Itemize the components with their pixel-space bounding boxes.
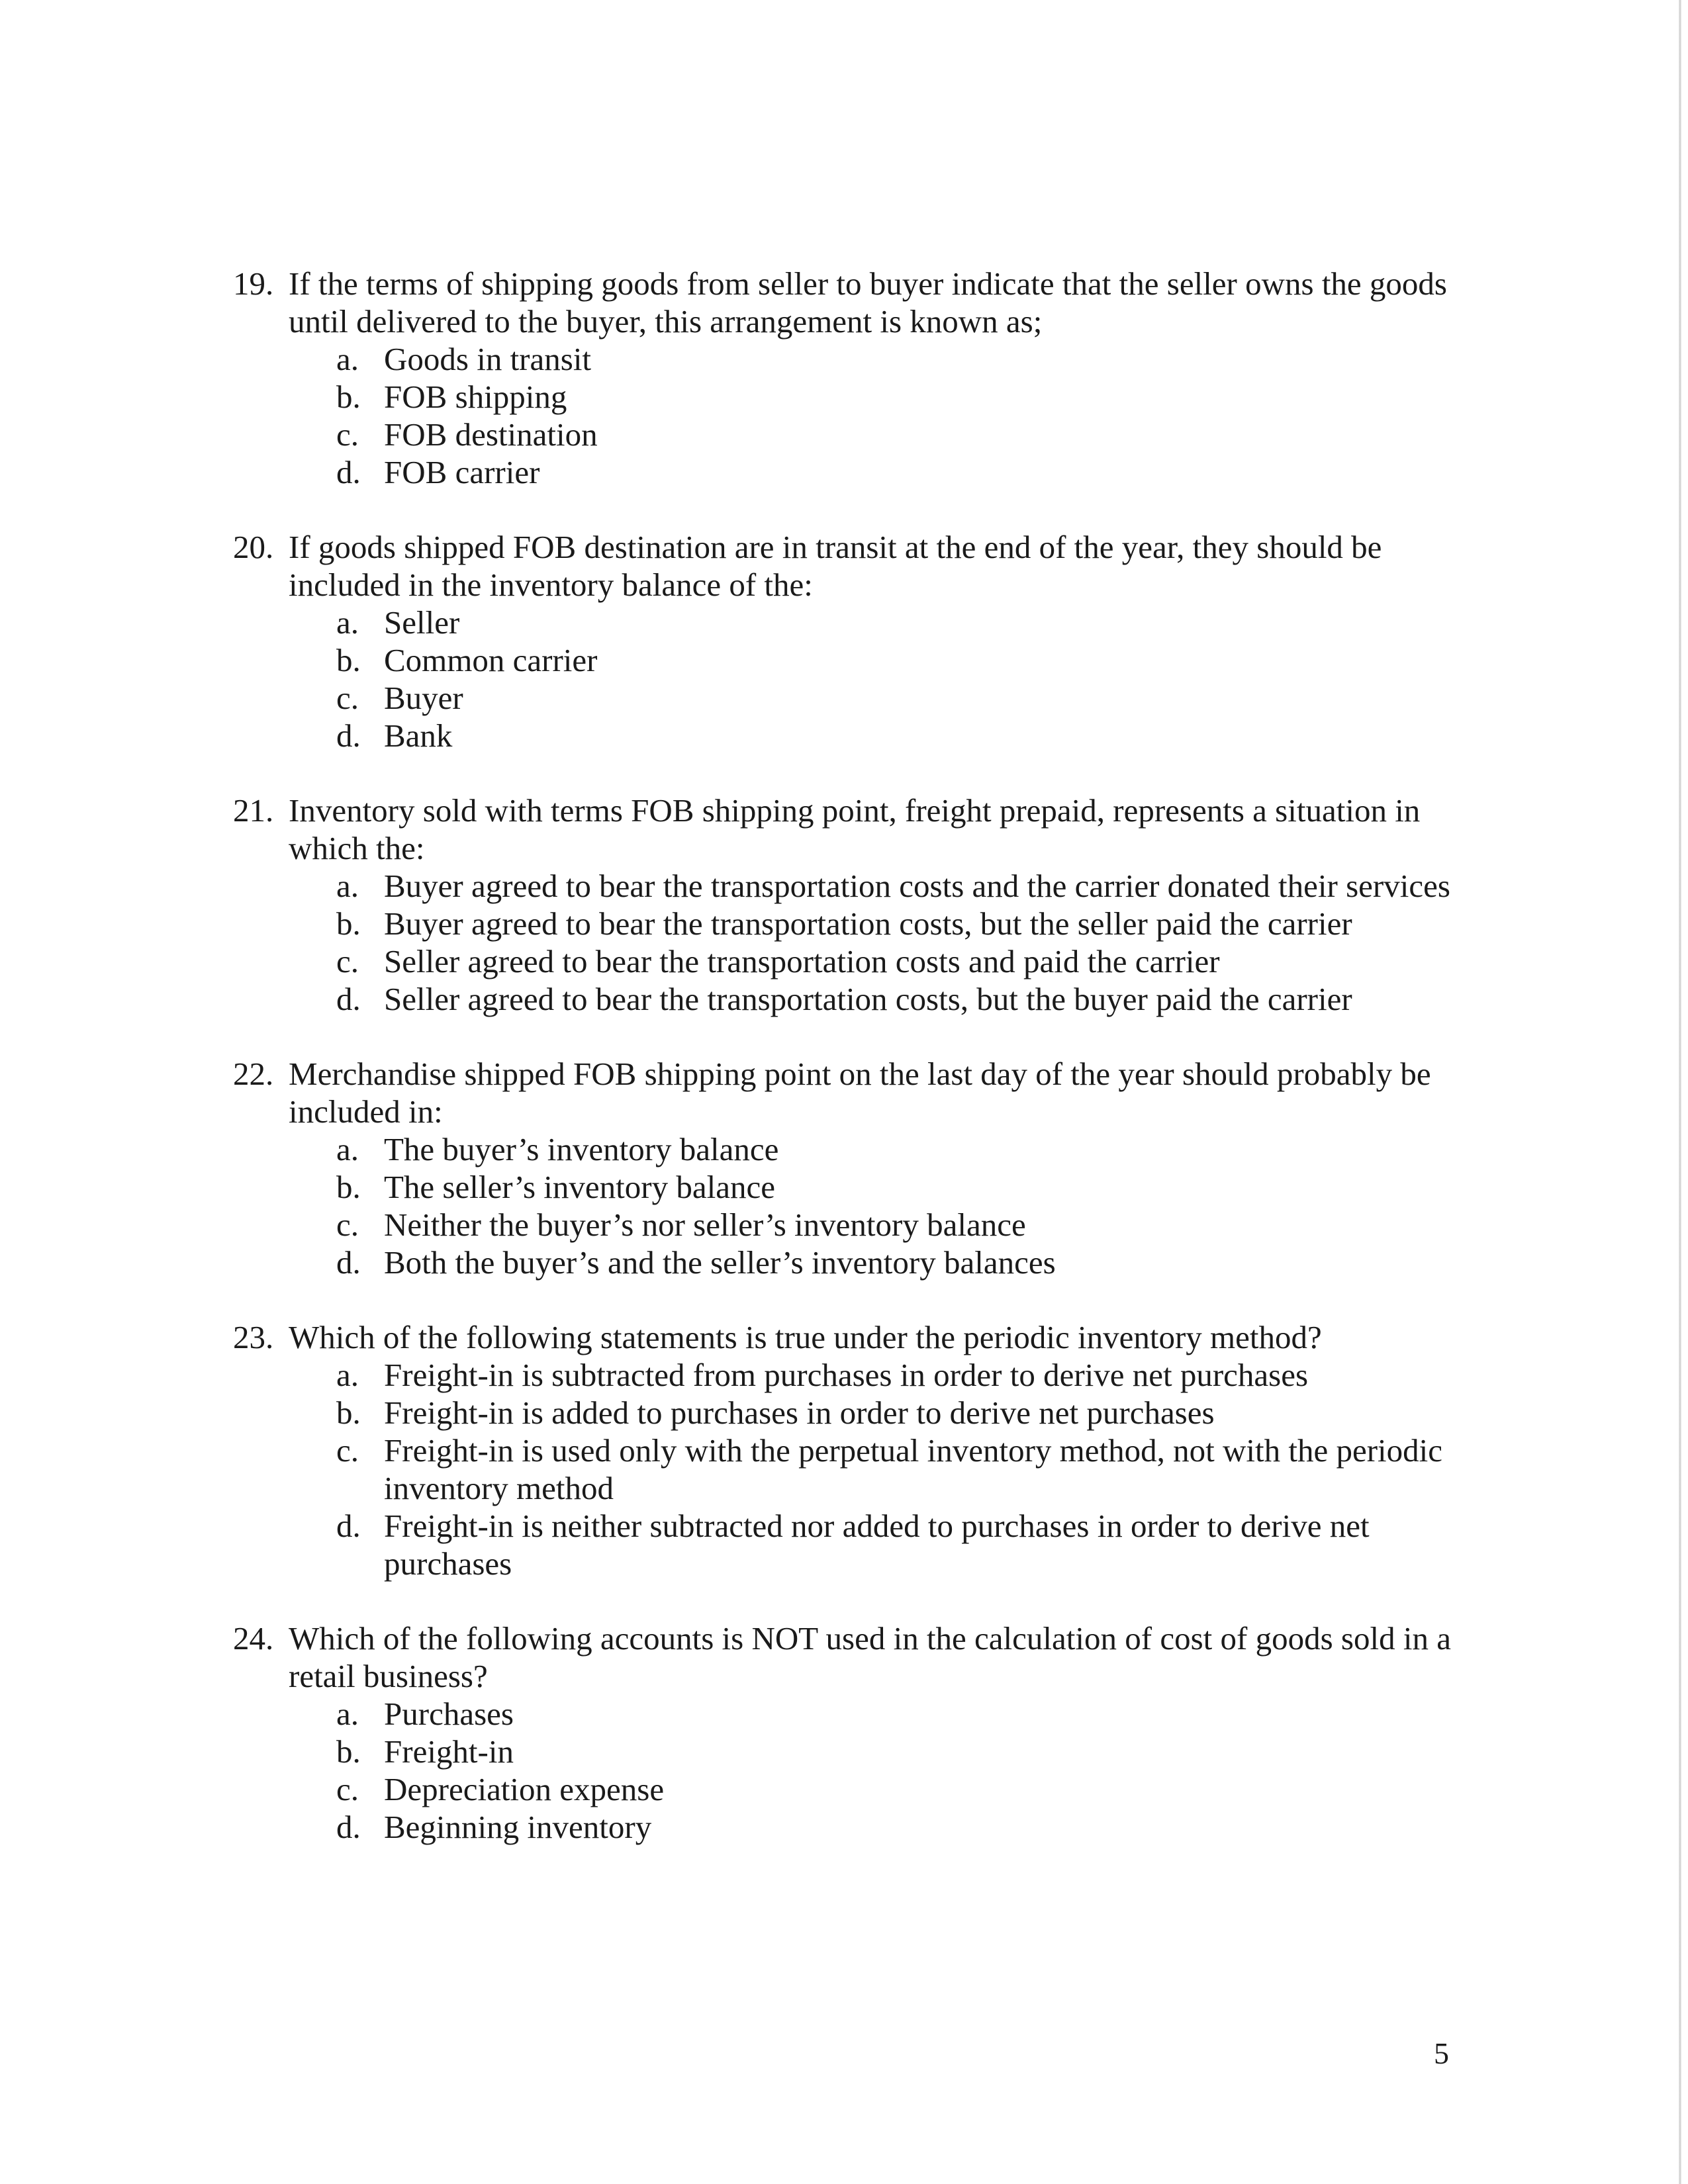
answer-option [336,1206,1464,1244]
question-number: 19. [233,265,274,302]
question-19 [233,265,1464,491]
question-22 [233,1055,1464,1281]
answer-option [336,717,1464,754]
option-text: Freight-in is used only with the perpetual inventory method, not with the periodic inventory method [384,1432,1443,1506]
question-list [233,265,1464,1883]
option-text: Freight-in is subtracted from purchases in order to derive net purchases [384,1357,1309,1393]
question-text: Merchandise shipped FOB shipping point on the last day of the year should probably be included in: [289,1056,1431,1130]
option-text: Seller agreed to bear the transportation costs and paid the carrier [384,943,1220,979]
option-letter: c. [336,1432,359,1469]
answer-option [336,980,1464,1018]
answer-option [336,1507,1464,1582]
answer-option [336,1770,1464,1808]
option-letter: b. [336,379,361,415]
option-text: Goods in transit [384,341,592,377]
option-text: Freight-in [384,1733,514,1770]
option-letter: d. [336,1508,361,1544]
option-letter: c. [336,943,359,979]
scan-edge [1679,0,1681,2184]
question-text: If the terms of shipping goods from seller to buyer indicate that the seller owns the goods until delivered to the buyer, this arrangement is known as; [289,265,1448,340]
answer-option [336,1432,1464,1507]
question-24 [233,1619,1464,1846]
question-text: If goods shipped FOB destination are in transit at the end of the year, they should be included in the inventory balance of the: [289,529,1382,603]
option-text: Freight-in is added to purchases in order to derive net purchases [384,1394,1215,1431]
option-letter: b. [336,1169,361,1205]
option-letter: d. [336,1244,361,1281]
option-letter: a. [336,341,359,377]
option-letter: d. [336,454,361,490]
option-letter: a. [336,868,359,904]
option-text: The seller’s inventory balance [384,1169,775,1205]
option-text: Buyer [384,680,463,716]
option-letter: b. [336,642,361,678]
option-letter: d. [336,717,361,754]
question-text: Inventory sold with terms FOB shipping point, freight prepaid, represents a situation in which the: [289,792,1421,866]
option-letter: a. [336,604,359,641]
question-20 [233,528,1464,754]
option-text: Common carrier [384,642,598,678]
answer-option [336,1356,1464,1394]
option-letter: b. [336,905,361,942]
answer-option [336,1130,1464,1168]
option-text: Buyer agreed to bear the transportation costs, but the seller paid the carrier [384,905,1352,942]
answer-option [336,641,1464,679]
question-text: Which of the following accounts is NOT used in the calculation of cost of goods sold in a retail business? [289,1620,1451,1694]
option-letter: c. [336,1206,359,1243]
answer-option [336,942,1464,980]
question-23 [233,1318,1464,1582]
answer-option [336,1695,1464,1733]
option-letter: b. [336,1733,361,1770]
option-text: Buyer agreed to bear the transportation costs and the carrier donated their services [384,868,1450,904]
question-number: 20. [233,529,274,565]
answer-option [336,905,1464,942]
question-number: 22. [233,1056,274,1092]
answer-option [336,1244,1464,1281]
answer-option [336,867,1464,905]
question-number: 23. [233,1319,274,1355]
option-letter: c. [336,1771,359,1807]
option-text: Both the buyer’s and the seller’s inventory balances [384,1244,1056,1281]
page-number: 5 [1434,2036,1449,2070]
option-text: Purchases [384,1696,514,1732]
option-letter: a. [336,1131,359,1167]
option-text: Freight-in is neither subtracted nor added to purchases in order to derive net purchases [384,1508,1370,1582]
option-text: Bank [384,717,453,754]
answer-option [336,378,1464,416]
option-text: Neither the buyer’s nor seller’s inventory balance [384,1206,1026,1243]
option-text: Seller agreed to bear the transportation costs, but the buyer paid the carrier [384,981,1352,1017]
option-letter: a. [336,1696,359,1732]
option-text: FOB shipping [384,379,567,415]
answer-option [336,679,1464,717]
answer-option [336,340,1464,378]
question-number: 24. [233,1620,274,1657]
option-text: Depreciation expense [384,1771,665,1807]
option-letter: b. [336,1394,361,1431]
option-text: The buyer’s inventory balance [384,1131,779,1167]
answer-option [336,416,1464,453]
question-text: Which of the following statements is true under the periodic inventory method? [289,1319,1322,1355]
answer-option [336,1808,1464,1846]
question-21 [233,792,1464,1018]
answer-option [336,604,1464,641]
answer-option [336,1168,1464,1206]
option-text: FOB destination [384,416,598,453]
option-letter: a. [336,1357,359,1393]
option-letter: d. [336,1809,361,1845]
question-number: 21. [233,792,274,829]
option-text: Seller [384,604,460,641]
option-letter: d. [336,981,361,1017]
option-letter: c. [336,680,359,716]
answer-option [336,453,1464,491]
answer-option [336,1394,1464,1432]
option-text: Beginning inventory [384,1809,652,1845]
answer-option [336,1733,1464,1770]
option-letter: c. [336,416,359,453]
option-text: FOB carrier [384,454,540,490]
